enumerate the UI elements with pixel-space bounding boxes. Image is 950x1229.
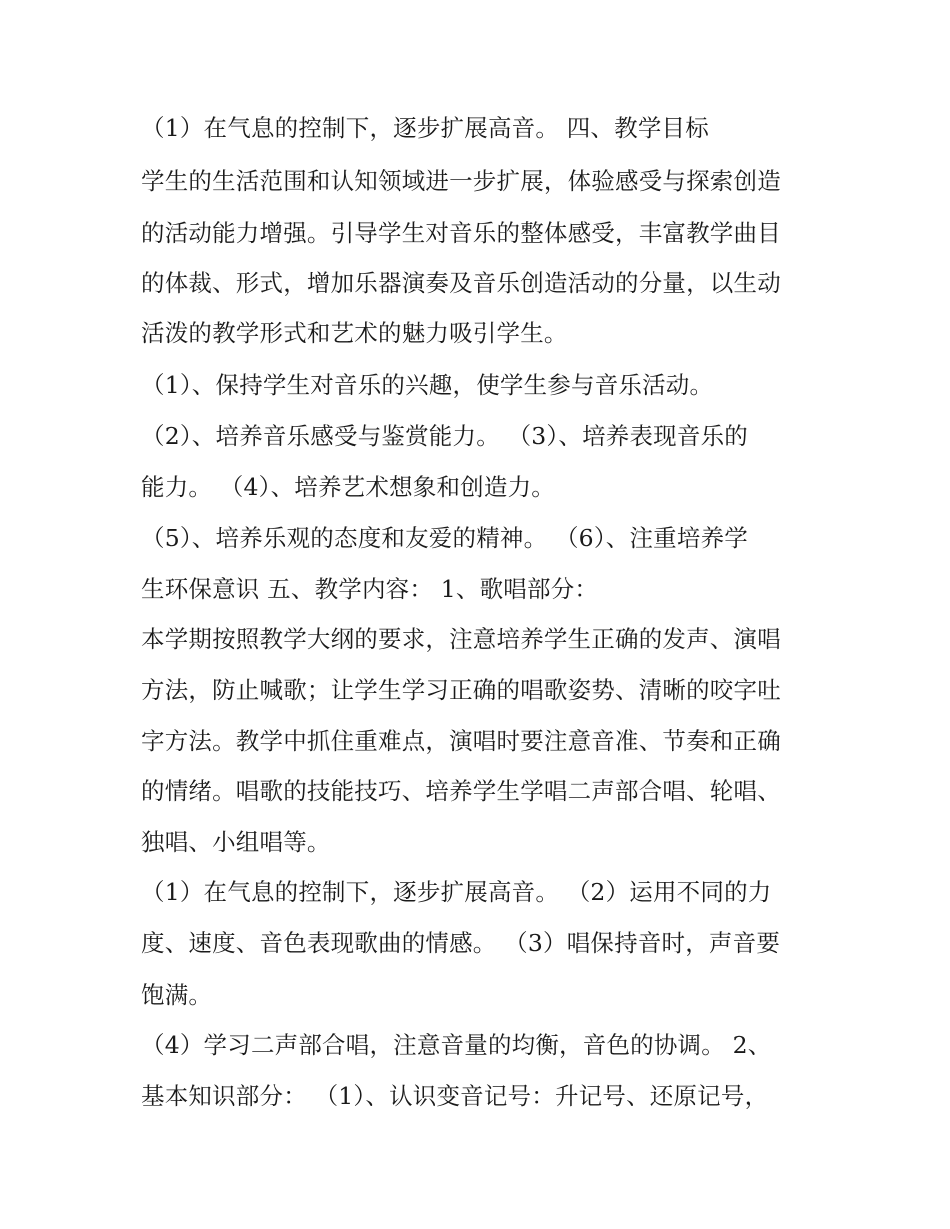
text-line: 度、速度、音色表现歌曲的情感。 （3）唱保持音时，声音要 (141, 929, 781, 957)
text-line: 学生的生活范围和认知领域进一步扩展，体验感受与探索创造 (141, 167, 781, 195)
text-line: 能力。 （4）、培养艺术想象和创造力。 (141, 473, 555, 501)
text-line: 字方法。教学中抓住重难点，演唱时要注意音准、节奏和正确 (141, 727, 781, 755)
text-line: 基本知识部分： （1）、认识变音记号：升记号、还原记号， (141, 1082, 769, 1110)
text-line: 本学期按照教学大纲的要求，注意培养学生正确的发声、演唱 (141, 625, 781, 653)
text-line: 饱满。 (141, 981, 213, 1009)
text-line: （1）在气息的控制下，逐步扩展高音。 四、教学目标 (141, 114, 709, 142)
text-line: （1）在气息的控制下，逐步扩展高音。 （2）运用不同的力 (141, 878, 772, 906)
text-line: 的情绪。唱歌的技能技巧、培养学生学唱二声部合唱、轮唱、 (141, 777, 781, 805)
text-line: 生环保意识 五、教学内容： 1、歌唱部分： (141, 575, 599, 603)
text-line: 的体裁、形式，增加乐器演奏及音乐创造活动的分量，以生动 (141, 269, 781, 297)
text-line: （5）、培养乐观的态度和友爱的精神。 （6）、注重培养学 (141, 524, 748, 552)
text-line: 的活动能力增强。引导学生对音乐的整体感受，丰富教学曲目 (141, 219, 781, 247)
text-line: （2）、培养音乐感受与鉴赏能力。 （3）、培养表现音乐的 (141, 422, 748, 450)
text-line: 方法，防止喊歌；让学生学习正确的唱歌姿势、清晰的咬字吐 (141, 676, 781, 704)
text-line: 独唱、小组唱等。 (141, 828, 331, 856)
text-line: （4）学习二声部合唱，注意音量的均衡，音色的协调。 2、 (141, 1031, 772, 1059)
text-line: （1）、保持学生对音乐的兴趣，使学生参与音乐活动。 (141, 371, 714, 399)
text-line: 活泼的教学形式和艺术的魅力吸引学生。 (141, 319, 568, 347)
